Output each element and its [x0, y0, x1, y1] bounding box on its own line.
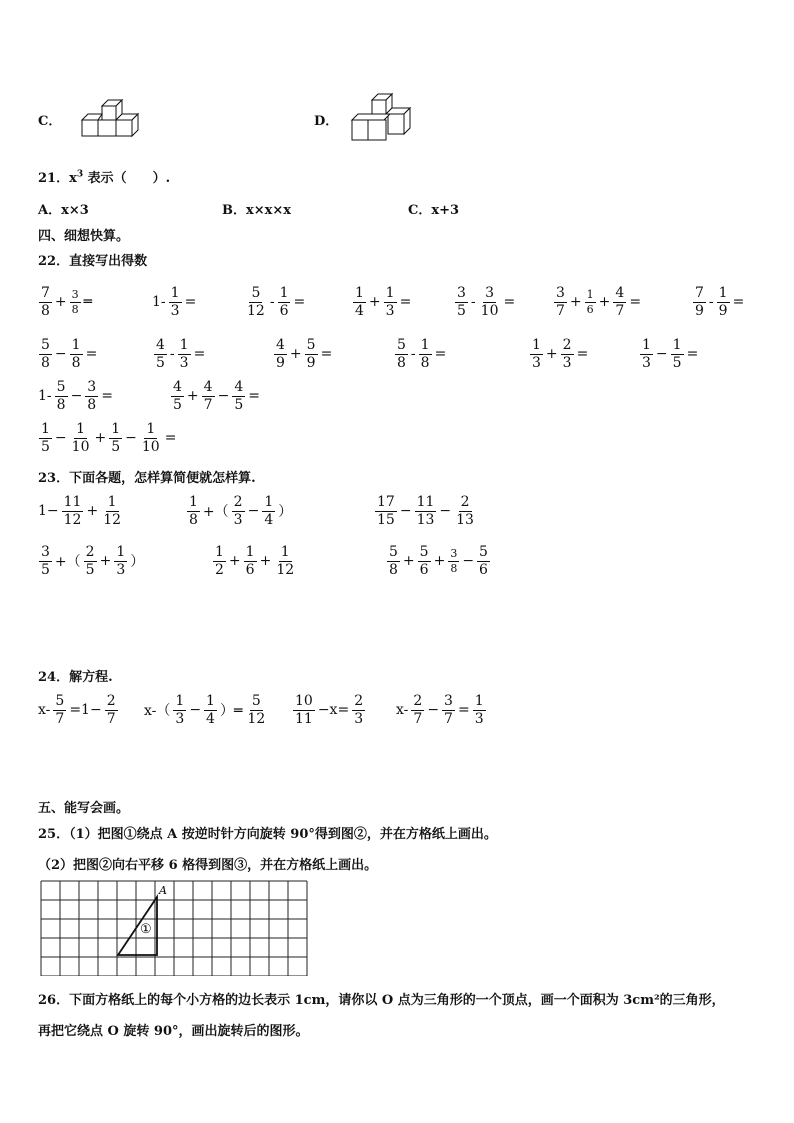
q22-item-5: $\frac{3}{5}$ - $\frac{3}{10}$ =	[457, 285, 516, 319]
q23-title: 23．下面各题，怎样算简便就怎样算.	[38, 471, 256, 486]
q26-line-2: 再把它绕点 O 旋转 90°，画出旋转后的图形。	[38, 1024, 309, 1039]
q23-item-6: $\frac{5}{8}$ + $\frac{5}{6}$ + $\frac{3}{8}$ − $\frac{5}{6}$	[389, 544, 488, 578]
q23-item-3: $\frac{17}{15}$ − $\frac{11}{13}$ − $\frac{2}{13}$	[377, 494, 474, 528]
q21-option-c[interactable]: C．x+3	[408, 203, 460, 218]
point-a-label: A	[159, 884, 167, 897]
q22-item-7: $\frac{7}{9}$ - $\frac{1}{9}$ =	[695, 285, 745, 319]
q22-item-3: $\frac{5}{12}$ - $\frac{1}{6}$ =	[247, 285, 306, 319]
q22-item-14: 1- $\frac{5}{8}$ − $\frac{3}{8}$ =	[38, 379, 113, 413]
q24-item-1: x- $\frac{5}{7}$ =1− $\frac{2}{7}$	[38, 693, 116, 727]
q22-title: 22．直接写出得数	[38, 254, 148, 269]
q25-line-1: 25．（1）把图①绕点 A 按逆时针方向旋转 90°得到图②，并在方格纸上画出。	[38, 827, 497, 842]
cube-figure-c	[80, 98, 146, 144]
q22-item-15: $\frac{4}{5}$ + $\frac{4}{7}$ − $\frac{4}{5}$ =	[173, 379, 260, 413]
q23-item-1: 1− $\frac{11}{12}$ + $\frac{1}{12}$	[38, 494, 122, 528]
q21-option-b[interactable]: B．x×x×x	[222, 203, 292, 218]
cube-figure-d	[348, 92, 416, 144]
q23-item-4: $\frac{3}{5}$ +（ $\frac{2}{5}$ + $\frac{1}{3}$ ）	[41, 544, 145, 578]
option-d-label: D．	[314, 114, 339, 129]
q26-line-1: 26．下面方格纸上的每个小方格的边长表示 1cm，请你以 O 点为三角形的一个顶点，画一个面积为 3cm²的三角形，	[38, 993, 725, 1008]
q22-item-11: $\frac{5}{8}$ - $\frac{1}{8}$ =	[397, 337, 447, 371]
q22-item-16: $\frac{1}{5}$ − $\frac{1}{10}$ + $\frac{1}{5}$ − $\frac{1}{10}$ =	[41, 421, 177, 455]
q23-item-2: $\frac{1}{8}$ +（ $\frac{2}{3}$ − $\frac{1}{4}$ ）	[189, 494, 293, 528]
q22-item-6: $\frac{3}{7}$ + $\frac{1}{6}$ + $\frac{4}{7}$ =	[556, 285, 642, 319]
q22-item-8: $\frac{5}{8}$ − $\frac{1}{8}$ =	[41, 337, 98, 371]
q24-item-2: x-（ $\frac{1}{3}$ − $\frac{1}{4}$ ）═ $\frac{5}{12}$	[144, 693, 266, 727]
q21-stem: 21．$x^3$ 表示（ ）.	[38, 169, 171, 186]
q24-item-3: $\frac{10}{11}$ −x= $\frac{2}{3}$	[295, 693, 364, 727]
section-5-title: 五、能写会画。	[38, 801, 130, 816]
q22-item-10: $\frac{4}{9}$ + $\frac{5}{9}$ =	[276, 337, 333, 371]
q23-item-5: $\frac{1}{2}$ + $\frac{1}{6}$ + $\frac{1}{12}$	[215, 544, 295, 578]
q25-line-2: （2）把图②向右平移 6 格得到图③，并在方格纸上画出。	[38, 858, 378, 873]
q22-item-4: $\frac{1}{4}$ + $\frac{1}{3}$ =	[355, 285, 412, 319]
q25-grid[interactable]	[40, 880, 308, 976]
q22-item-9: $\frac{4}{5}$ - $\frac{1}{3}$ =	[156, 337, 206, 371]
option-c-label: C．	[38, 114, 62, 129]
q24-item-4: x- $\frac{2}{7}$ − $\frac{3}{7}$ = $\frac{1}{3}$	[396, 693, 484, 727]
figure-1-label: ①	[140, 922, 152, 937]
q22-item-13: $\frac{1}{3}$ − $\frac{1}{5}$ =	[642, 337, 699, 371]
q22-item-12: $\frac{1}{3}$ + $\frac{2}{3}$ =	[532, 337, 589, 371]
q21-option-a[interactable]: A．x×3	[38, 203, 89, 218]
q24-title: 24．解方程.	[38, 670, 113, 685]
q22-item-1: $\frac{7}{8}$ + $\frac{3}{8}$ ═	[41, 285, 93, 319]
q22-item-2: 1- $\frac{1}{3}$ =	[152, 285, 197, 319]
section-4-title: 四、细想快算。	[38, 229, 130, 244]
